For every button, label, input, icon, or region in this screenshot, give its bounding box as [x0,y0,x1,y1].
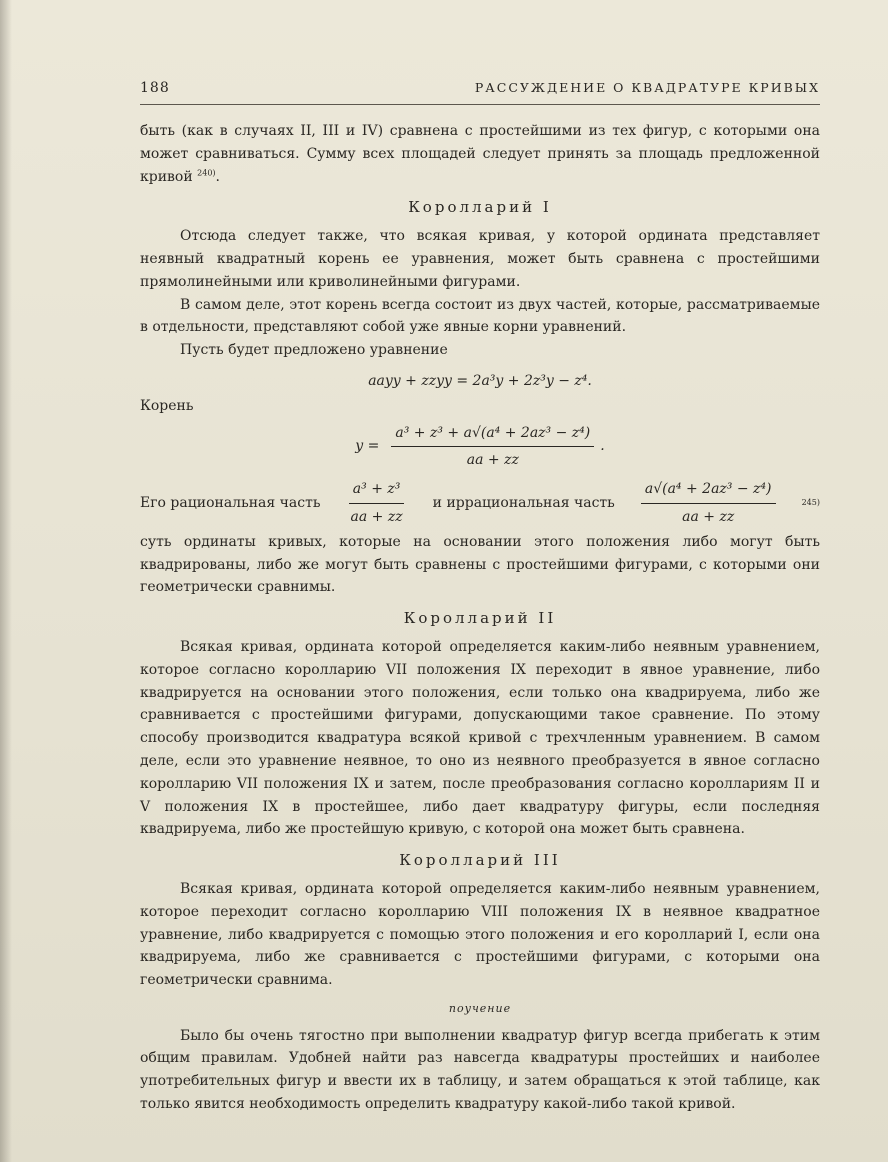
page-body [140,120,820,1116]
root-denominator: aa + zz [466,452,519,469]
parts-line: Его рациональная часть $\frac{\text{a³ + z³}}{aa + zz}$ и иррациональная часть $\frac{\text{a√(a⁴ + 2az³ − z⁴)}}{aa + zz}$ 245) [140,478,820,529]
corollary-2-heading: Королларий II [403,609,557,628]
header-rule [140,104,820,105]
rational-fraction [347,478,407,529]
corollary-1-paragraph-4: суть ординаты кривых, которые на основании этого положения либо могут быть квадрированы, либо же могут быть сравнены с простейшими фигурами, с которыми они геометрически сравнимы. [140,533,820,596]
footnote-ref-240: 240) [197,167,216,177]
rational-numerator: a³ + z³ [349,478,405,504]
root-fraction [391,422,594,473]
root-formula: y = $\frac{\text{a³ + z³ + a√(a⁴ + 2az³ − z⁴)}}{aa + zz}$ . [140,422,820,473]
corollary-1-paragraph-3: Пусть будет предложено уравнение [180,342,448,359]
scholium-heading: поучение [448,1001,512,1015]
corollary-3-heading: Королларий III [399,851,561,870]
equation-main: aayy + zzyy = 2a³y + 2z³y − z⁴. [368,372,592,389]
irrational-fraction [641,478,776,529]
rational-prefix: Его рациональная часть [140,495,321,512]
rational-denominator: aa + zz [350,508,403,525]
corollary-3-paragraph: Всякая кривая, ордината которой определяется каким-либо неявным уравнением, которое переходит согласно королларию VIII положения IX в неявное квадратное уравнение, либо квадрируется с помощью этого положения и его королларий I, если она квадрируема, либо же сравнивается с простейшими фигурами, с которыми она геометрически сравнима. [140,880,820,989]
corollary-1-heading: Королларий I [408,198,552,217]
scholium-paragraph: Было бы очень тягостно при выполнении квадратур фигур всегда прибегать к этим общим правилам. Удобней найти раз навсегда квадратуры простейших и наиболее употребительных фигур и ввести их в таблицу, и затем обращаться к этой таблице, как только явится необходимость определить квадратуру какой-либо такой кривой. [140,1027,820,1113]
root-numerator: a³ + z³ + a√(a⁴ + 2az³ − z⁴) [391,422,594,448]
page-header [140,80,830,104]
root-label: Корень [140,397,194,414]
irrational-denominator: aa + zz [682,508,735,525]
corollary-1-paragraph-1: Отсюда следует также, что всякая кривая, у которой ордината представляет неявный квадратный корень ее уравнения, может быть сравнена с простейшими прямолинейными или криволинейными фигурами. [140,228,820,290]
corollary-1-paragraph-2: В самом деле, этот корень всегда состоит из двух частей, которые, рассматриваемые в отдельности, представляют собой уже явные корни уравнений. [140,296,820,336]
corollary-2-paragraph: Всякая кривая, ордината которой определяется каким-либо неявным уравнением, которое согласно королларию VII положения IX переходит в явное уравнение, либо квадрируется на основании этого положения, если только она квадрируема, либо же сравнивается с простейшими фигурами, допускающими такое сравнение. По этому способу производится квадратура всякой кривой с трехчленным уравнением. В самом деле, если это уравнение неявное, то оно из неявного преобразуется в явное согласно королларию VII положения IX и затем, после преобразования согласно короллариям II и V положения IX в простейшее, либо дает квадратуру фигуры, если последняя квадрируема, либо же простейшую кривую, с которой она может быть сравнена. [140,638,820,838]
intro-paragraph: быть (как в случаях II, III и IV) сравнена с простейшими из тех фигур, с которыми она может сравниваться. Сумму всех площадей следует принять за площадь предложенной кривой $^{240)}$. [140,123,820,185]
irrational-numerator: a√(a⁴ + 2az³ − z⁴) [641,478,776,504]
irrational-prefix: и иррациональная часть [432,495,615,512]
running-title: РАССУЖДЕНИЕ О КВАДРАТУРЕ КРИВЫХ [474,80,820,95]
page-number: 188 [140,80,170,96]
root-lhs: y = [355,438,380,455]
